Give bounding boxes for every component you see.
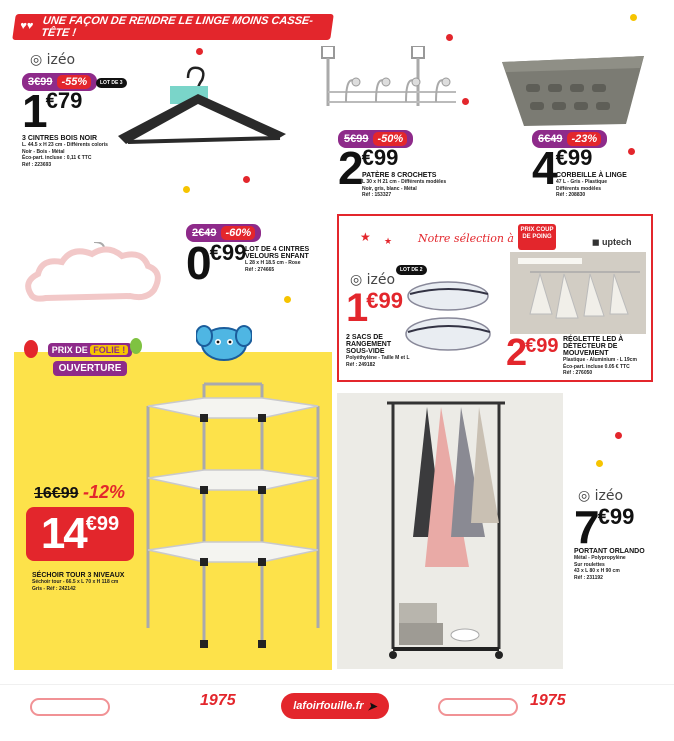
price-hangers: 1€79	[22, 85, 83, 137]
star-icon: ★	[360, 230, 371, 244]
product-info-hangers: 3 CINTRES BOIS NOIR L. 44.5 x H 23 cm - Différents coloris Noir - Bois - Métal Éco-part. incluse : 0,11 € TTC Réf : 223693	[22, 135, 108, 168]
brand-logo-icon: ◎	[350, 272, 363, 288]
product-info-basket: CORBEILLE À LINGE 47 L - Gris - Plastique Différents modèles Réf : 208830	[556, 172, 627, 198]
old-price-badge: 3€99 -55%	[22, 73, 97, 91]
lot-badge: LOT DE 3	[96, 78, 127, 88]
brand-logo-icon: ◎	[578, 488, 591, 504]
header-banner	[12, 14, 334, 40]
price-door-hooks: 2€99	[338, 142, 399, 194]
wooden-hanger-image	[110, 60, 300, 160]
uptech-logo-icon: ◼	[592, 237, 600, 247]
price-basket: 4€99	[532, 142, 593, 194]
selection-title: Notre sélection à	[418, 232, 514, 245]
star-icon: ★	[384, 236, 393, 246]
old-price-badge: 5€99 -50%	[338, 130, 413, 148]
led-bar-image	[510, 252, 646, 334]
cursor-arrow-icon: ➤	[367, 700, 377, 713]
confetti-dot	[183, 186, 190, 193]
brand-izeo: ◎ izéo	[350, 272, 396, 288]
drying-tower-image	[138, 378, 338, 668]
balloon-icon	[24, 340, 38, 358]
price-led-bar: 2€99	[506, 332, 559, 374]
prix-coup-de-poing-badge: PRIX COUP DE POING	[518, 224, 556, 250]
product-info-velvet: LOT DE 4 CINTRES VELOURS ENFANT L 28 x H 18.5 cm - Rose Réf : 274665	[245, 246, 310, 273]
brand-izeo: ◎ izéo	[578, 488, 624, 504]
brand-uptech: ◼ uptech	[592, 237, 632, 247]
clothes-rack-image	[337, 393, 563, 669]
lot-badge: LOT DE 2	[396, 265, 427, 275]
product-info-dryer: SÉCHOIR TOUR 3 NIVEAUX Séchoir tour - 66.5 x L 70 x H 118 cm Gris - Réf : 242142	[32, 572, 125, 592]
product-info-door-hooks: PATÈRE 8 CROCHETS L 30 x H 21 cm - Différents modèles Noir, gris, blanc - Métal Réf : 153327	[362, 172, 447, 198]
balloon-icon	[130, 338, 142, 354]
confetti-dot	[628, 148, 635, 155]
brand-izeo: ◎ izéo	[30, 52, 76, 68]
product-info-led-bar: RÉGLETTE LED À DÉTECTEUR DE MOUVEMENT Plastique - Aluminium - L 19cm Éco-part. incluse 0.05 € TTC Réf : 276050	[563, 336, 637, 376]
cloud-hanger-image	[22, 242, 182, 312]
confetti-dot	[243, 176, 250, 183]
old-price-badge: 2€49 -60%	[186, 224, 261, 242]
site-link[interactable]: lafoirfouille.fr ➤	[281, 693, 389, 719]
banner-title: UNE FAÇON DE RENDRE LE LINGE MOINS CASSE-TÊTE !	[40, 15, 314, 39]
confetti-dot	[630, 14, 637, 21]
price-dryer: 14 €99	[26, 507, 134, 561]
confetti-dot	[284, 296, 291, 303]
mascot-icon	[196, 318, 252, 362]
old-price-badge: 6€49 -23%	[532, 130, 607, 148]
product-info-vacuum-bags: 2 SACS DE RANGEMENT SOUS-VIDE Polyéthylène - Taille M et L Réf : 249182	[346, 334, 410, 368]
product-info-rack: PORTANT ORLANDO Métal - Polypropylène Sur roulettes 43 x L 80 x H 90 cm Réf : 231192	[574, 548, 645, 581]
footer-decoration	[438, 698, 518, 716]
confetti-dot	[615, 432, 622, 439]
footer-year: 1975	[200, 692, 236, 709]
opening-label: PRIX DE FOLIE ! OUVERTURE	[40, 340, 140, 376]
hearts-icon: ♥♥	[19, 20, 35, 32]
footer-decoration	[30, 698, 110, 716]
footer-year: 1975	[530, 692, 566, 709]
vacuum-bags-image	[404, 278, 496, 356]
confetti-dot	[596, 460, 603, 467]
price-vacuum-bags: 1€99	[346, 286, 403, 330]
price-velvet: 0€99	[186, 237, 247, 289]
price-rack: 7€99	[574, 501, 635, 553]
confetti-dot	[196, 48, 203, 55]
door-hooks-image	[316, 46, 466, 136]
laundry-basket-image	[494, 22, 654, 132]
brand-logo-icon: ◎	[30, 52, 43, 68]
confetti-dot	[446, 34, 453, 41]
old-price-dryer: 16€99 -12%	[34, 482, 125, 502]
